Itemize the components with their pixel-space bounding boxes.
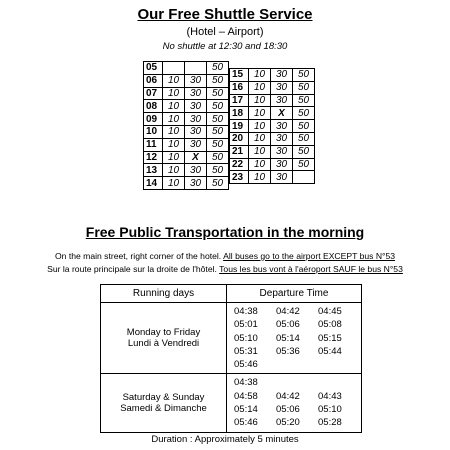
departure-table (100, 284, 362, 433)
schedule-minute: 10 (163, 177, 185, 190)
shuttle-title: Our Free Shuttle Service (137, 6, 313, 23)
departure-time: 05:08 (318, 319, 342, 331)
schedule-minute: 50 (293, 145, 315, 158)
schedule-hour: 13 (144, 164, 163, 177)
departure-time: 04:43 (318, 390, 342, 402)
schedule-row (144, 125, 229, 138)
schedule-minute: 10 (249, 158, 271, 171)
schedule-hour: 21 (230, 145, 249, 158)
running-days-english: Saturday & Sunday (122, 392, 205, 404)
schedule-row (230, 120, 315, 133)
schedule-minute: 10 (163, 74, 185, 87)
schedule-minute: 10 (249, 94, 271, 107)
departure-time (276, 377, 318, 388)
schedule-hour: 20 (230, 132, 249, 145)
schedule-row (144, 62, 229, 75)
schedule-minute: 10 (249, 171, 271, 184)
schedule-minute: 50 (293, 120, 315, 133)
departure-time: 05:15 (318, 332, 342, 344)
schedule-minute: 50 (207, 164, 229, 177)
schedule-row (230, 69, 315, 82)
schedule-hour: 05 (144, 62, 163, 75)
departure-time: 05:20 (276, 417, 300, 429)
schedule-minute: 50 (207, 125, 229, 138)
schedule-row (230, 81, 315, 94)
schedule-row (230, 158, 315, 171)
public-transport-title: Free Public Transportation in the morning (85, 224, 365, 240)
schedule-minute: 30 (271, 132, 293, 145)
duration-note: Duration : Approximately 5 minutes (151, 434, 299, 445)
schedule-hour: 08 (144, 100, 163, 113)
schedule-minute: 50 (293, 107, 315, 120)
schedule-minute: X (271, 107, 293, 120)
schedule-minute: 50 (207, 62, 229, 75)
instruction-french-underlined: Tous les bus vont à l'aéroport SAUF le bus N°53 (219, 264, 403, 274)
departure-time (318, 377, 360, 388)
schedule-hour: 17 (230, 94, 249, 107)
schedule-row (230, 132, 315, 145)
departure-time: 05:14 (234, 404, 258, 416)
schedule-minute: 30 (271, 145, 293, 158)
schedule-minute: 50 (293, 81, 315, 94)
schedule-minute: 50 (293, 158, 315, 171)
departure-time: 04:42 (276, 390, 300, 402)
departure-time: 05:01 (234, 319, 258, 331)
schedule-minute: 10 (163, 138, 185, 151)
instruction-french-text: Sur la route principale sur la droite de l'hôtel. (47, 264, 220, 274)
instruction-french (0, 264, 450, 274)
schedule-hour: 18 (230, 107, 249, 120)
schedule-row (230, 94, 315, 107)
schedule-minute: 30 (185, 100, 207, 113)
header-running-days: Running days (101, 285, 227, 303)
schedule-row (144, 87, 229, 100)
departure-time: 05:14 (276, 332, 300, 344)
schedule-minute: 30 (271, 94, 293, 107)
departure-time (276, 359, 318, 370)
schedule-hour: 22 (230, 158, 249, 171)
schedule-minute: X (185, 151, 207, 164)
schedule-minute: 30 (185, 177, 207, 190)
departure-time: 05:10 (234, 332, 258, 344)
departure-row (101, 374, 362, 432)
departure-time: 04:42 (276, 306, 300, 317)
schedule-minute: 10 (249, 132, 271, 145)
departure-times-cell (227, 303, 362, 374)
running-days-french: Lundi à Vendredi (127, 338, 200, 350)
schedule-minute: 50 (293, 132, 315, 145)
schedule-hour: 10 (144, 125, 163, 138)
departure-time: 04:58 (234, 390, 258, 402)
departure-time: 05:10 (318, 404, 342, 416)
schedule-hour: 14 (144, 177, 163, 190)
schedule-minute: 50 (207, 151, 229, 164)
schedule-minute: 50 (207, 138, 229, 151)
shuttle-subtitle: (Hotel – Airport) (186, 26, 264, 38)
header-departure-time: Departure Time (227, 285, 362, 303)
running-days-cell (101, 374, 227, 432)
departure-time: 04:38 (234, 306, 258, 317)
departure-time: 05:46 (234, 417, 258, 429)
schedule-minute: 30 (185, 125, 207, 138)
schedule-minute: 30 (185, 113, 207, 126)
schedule-row (144, 151, 229, 164)
schedule-minute: 10 (249, 69, 271, 82)
schedule-minute: 50 (207, 100, 229, 113)
schedule-row (144, 100, 229, 113)
schedule-minute (185, 62, 207, 75)
schedule-hour: 07 (144, 87, 163, 100)
schedule-minute: 10 (249, 145, 271, 158)
schedule-hour: 16 (230, 81, 249, 94)
schedule-minute (163, 62, 185, 75)
departure-time: 05:06 (276, 319, 300, 331)
schedule-hour: 15 (230, 69, 249, 82)
schedule-row (144, 177, 229, 190)
schedule-minute: 10 (249, 107, 271, 120)
schedule-minute: 10 (163, 87, 185, 100)
schedule-minute: 30 (185, 164, 207, 177)
schedule-minute: 30 (271, 69, 293, 82)
schedule-minute: 10 (163, 113, 185, 126)
instruction-english-text: On the main street, right corner of the hotel. (54, 251, 224, 261)
schedule-minute: 50 (293, 69, 315, 82)
departure-time: 05:46 (234, 359, 258, 371)
schedule-minute: 30 (185, 138, 207, 151)
departure-time: 04:45 (318, 306, 342, 317)
shuttle-schedule-left (143, 61, 229, 190)
schedule-minute: 30 (271, 120, 293, 133)
departure-time (318, 359, 360, 370)
schedule-row (144, 74, 229, 87)
running-days-english: Monday to Friday (126, 327, 201, 339)
schedule-minute: 10 (249, 120, 271, 133)
running-days-french: Samedi & Dimanche (120, 403, 207, 415)
schedule-hour: 09 (144, 113, 163, 126)
shuttle-schedule-right (229, 68, 315, 184)
schedule-row (230, 171, 315, 184)
schedule-hour: 23 (230, 171, 249, 184)
departure-times-cell (227, 374, 362, 432)
schedule-minute: 50 (293, 94, 315, 107)
schedule-minute: 30 (271, 81, 293, 94)
schedule-row (144, 138, 229, 151)
schedule-hour: 19 (230, 120, 249, 133)
schedule-row (230, 107, 315, 120)
schedule-hour: 12 (144, 151, 163, 164)
departure-time: 05:36 (276, 345, 300, 357)
schedule-row (144, 113, 229, 126)
schedule-minute: 10 (163, 164, 185, 177)
schedule-minute (293, 171, 315, 184)
departure-time: 05:44 (318, 345, 342, 357)
departure-time: 04:38 (234, 377, 258, 389)
instruction-english (0, 251, 450, 261)
schedule-minute: 10 (163, 100, 185, 113)
schedule-hour: 11 (144, 138, 163, 151)
departure-time: 05:31 (234, 345, 258, 357)
schedule-minute: 30 (185, 87, 207, 100)
schedule-hour: 06 (144, 74, 163, 87)
schedule-minute: 30 (185, 74, 207, 87)
schedule-minute: 50 (207, 74, 229, 87)
schedule-minute: 10 (163, 125, 185, 138)
schedule-minute: 30 (271, 158, 293, 171)
running-days-cell (101, 303, 227, 374)
schedule-minute: 10 (249, 81, 271, 94)
schedule-row (230, 145, 315, 158)
schedule-row (144, 164, 229, 177)
schedule-minute: 30 (271, 171, 293, 184)
schedule-minute: 50 (207, 87, 229, 100)
schedule-minute: 50 (207, 177, 229, 190)
schedule-minute: 50 (207, 113, 229, 126)
departure-time: 05:06 (276, 404, 300, 416)
departure-time: 05:28 (318, 417, 342, 429)
shuttle-note: No shuttle at 12:30 and 18:30 (162, 41, 288, 52)
instruction-english-underlined: All buses go to the airport EXCEPT bus N°53 (223, 251, 396, 261)
departure-row (101, 303, 362, 374)
schedule-minute: 10 (163, 151, 185, 164)
